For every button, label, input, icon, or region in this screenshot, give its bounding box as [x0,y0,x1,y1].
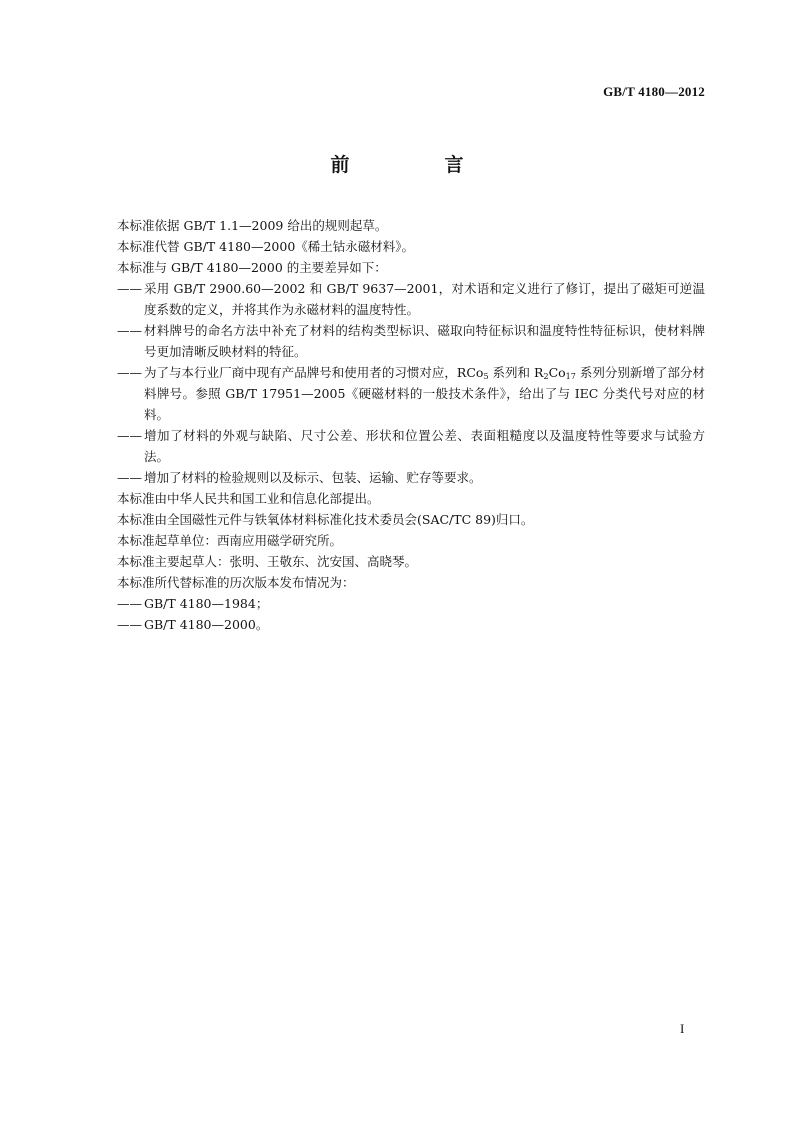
page-title: 前 言 [330,154,502,176]
list-item-text-part: 系列和 R [488,365,544,380]
list-item [117,467,705,488]
subscript: 5 [483,372,489,381]
dash-bullet: —— [117,323,142,338]
list-item [117,362,705,425]
paragraph-committee: 本标准由全国磁性元件与铁氧体材料标准化技术委员会(SAC/TC 89)归口。 [117,512,534,527]
list-item-text: 增加了材料的检验规则以及标示、包装、运输、贮存等要求。 [144,470,482,485]
dash-bullet: —— [117,617,142,632]
subscript: 17 [565,372,576,381]
list-item [117,614,705,635]
dash-bullet: —— [117,281,142,296]
paragraph-drafting-rules: 本标准依据 GB/T 1.1—2009 给出的规则起草。 [117,218,388,233]
list-item [117,593,705,614]
list-item [117,425,705,467]
list-item-text-part: 系列分别新增了部分材料牌号。参照 GB/T 17951—2005《硬磁材料的一般技术条件》，给出了与 IEC 分类代号对应的材料。 [144,365,706,422]
paragraph-drafters: 本标准主要起草人：张明、王敬东、沈安国、高晓琴。 [117,554,418,569]
dash-bullet: —— [117,470,142,485]
list-item [117,278,705,320]
dash-bullet: —— [117,428,142,443]
paragraph-drafting-unit: 本标准起草单位：西南应用磁学研究所。 [117,533,343,548]
list-item-text: 增加了材料的外观与缺陷、尺寸公差、形状和位置公差、表面粗糙度以及温度特性等要求与试验方法。 [144,428,705,464]
list-item-text: GB/T 4180—2000。 [144,617,269,632]
foreword-body [117,215,705,635]
paragraph-differences-intro: 本标准与 GB/T 4180—2000 的主要差异如下： [117,260,387,275]
list-item [117,320,705,362]
list-item-text-part: Co [548,365,566,380]
list-item-text: 采用 GB/T 2900.60—2002 和 GB/T 9637—2001，对术语和定义进行了修订，提出了磁矩可逆温度系数的定义，并将其作为永磁材料的温度特性。 [144,281,705,317]
paragraph-proposed-by: 本标准由中华人民共和国工业和信息化部提出。 [117,491,380,506]
list-item-text-part: 为了与本行业厂商中现有产品牌号和使用者的习惯对应，RCo [144,365,484,380]
paragraph-history-intro: 本标准所代替标准的历次版本发布情况为： [117,575,355,590]
subscript: 2 [543,372,549,381]
list-item-text: 材料牌号的命名方法中补充了材料的结构类型标识、磁取向特征标识和温度特性特征标识，使材料牌号更加清晰反映材料的特征。 [144,323,705,359]
list-item-text: GB/T 4180—1984； [144,596,269,611]
dash-bullet: —— [117,596,142,611]
page-number: I [680,1021,685,1036]
dash-bullet: —— [117,365,142,380]
standard-number: GB/T 4180—2012 [603,84,705,99]
paragraph-replaces: 本标准代替 GB/T 4180—2000《稀土钴永磁材料》。 [117,239,415,254]
